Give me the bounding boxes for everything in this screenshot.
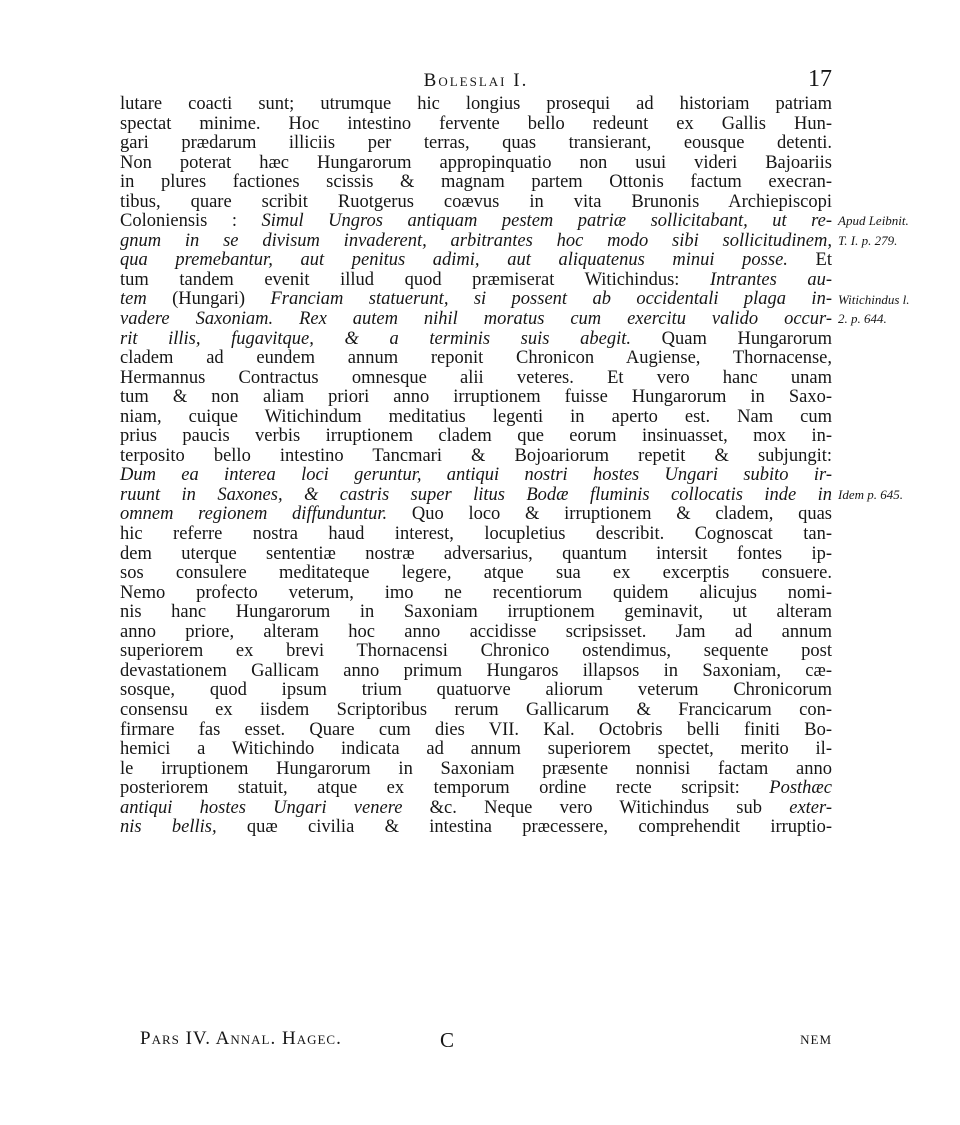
text-line bbox=[120, 154, 832, 174]
italic-quotation: Intrantes au- bbox=[709, 269, 832, 290]
text-segment: Quo loco & irruptionem & cladem, quas bbox=[387, 504, 832, 525]
margin-note: Witichindus l. bbox=[838, 291, 910, 307]
italic-quotation: nis bellis, bbox=[120, 817, 217, 838]
text-segment: sos consulere meditateque legere, atque sua ex excerptis consuere. bbox=[120, 563, 832, 584]
text-line bbox=[120, 799, 832, 819]
text-line bbox=[120, 388, 832, 408]
text-segment: Quam Hungarorum bbox=[630, 328, 833, 349]
text-line bbox=[120, 115, 832, 135]
text-line bbox=[120, 310, 832, 330]
text-segment: posteriorem statuit, atque ex temporum ordine recte scripsit: bbox=[120, 778, 770, 799]
italic-quotation: gnum in se divisum invaderent, arbitrantes hoc modo sibi sollicitudinem, bbox=[120, 230, 832, 251]
text-segment: anno priore, alteram hoc anno accidisse scripsisset. Jam ad annum bbox=[120, 621, 832, 642]
text-segment: Nemo profecto veterum, imo ne recentiorum quidem alicujus nomi- bbox=[120, 582, 832, 603]
italic-quotation: tem bbox=[120, 289, 147, 310]
text-line bbox=[120, 427, 832, 447]
margin-note: Apud Leibnit. bbox=[838, 213, 909, 229]
italic-quotation: antiqui hostes Ungari venere bbox=[120, 797, 403, 818]
text-segment: niam, cuique Witichindum meditatius legenti in aperto est. Nam cum bbox=[120, 406, 832, 427]
text-line bbox=[120, 330, 832, 350]
text-line bbox=[120, 760, 832, 780]
catchword: nem bbox=[800, 1028, 832, 1049]
text-segment: spectat minime. Hoc intestino fervente bello redeunt ex Gallis Hun- bbox=[120, 113, 832, 134]
text-segment: dem uterque sententiæ nostræ adversarius, quantum intersit fontes ip- bbox=[120, 543, 832, 564]
text-segment: Hermannus Contractus omnesque alii veteres. Et vero hanc unam bbox=[120, 367, 832, 388]
text-line bbox=[120, 505, 832, 525]
text-line bbox=[120, 212, 832, 232]
text-segment: gari prædarum illiciis per terras, quas transierant, eousque detenti. bbox=[120, 133, 832, 154]
text-line bbox=[120, 466, 832, 486]
text-segment: tibus, quare scribit Ruotgerus coævus in vita Brunonis Archiepiscopi bbox=[120, 191, 832, 212]
text-line bbox=[120, 642, 832, 662]
italic-quotation: qua premebantur, aut penitus adimi, aut aliquatenus minui posse. bbox=[120, 250, 788, 271]
text-line bbox=[120, 818, 832, 838]
text-segment: firmare fas esset. Quare cum dies VII. Kal. Octobris belli finiti Bo- bbox=[120, 719, 832, 740]
text-line bbox=[120, 525, 832, 545]
text-line bbox=[120, 681, 832, 701]
text-line bbox=[120, 623, 832, 643]
text-segment: tum & non aliam priori anno irruptionem fuisse Hungarorum in Saxo- bbox=[120, 387, 832, 408]
text-segment: sosque, quod ipsum trium quatuorve aliorum veterum Chronicorum bbox=[120, 680, 832, 701]
text-segment: Coloniensis : bbox=[120, 211, 262, 232]
margin-note: T. I. p. 279. bbox=[838, 232, 898, 248]
running-head: Boleslai I. bbox=[423, 70, 529, 91]
text-segment: Et bbox=[787, 250, 832, 271]
text-line bbox=[120, 721, 832, 741]
text-segment: devastationem Gallicam anno primum Hungaros illapsos in Saxoniam, cæ- bbox=[120, 660, 832, 681]
text-line bbox=[120, 662, 832, 682]
italic-quotation: Dum ea interea loci geruntur, antiqui nostri hostes Ungari subito ir- bbox=[120, 465, 832, 486]
page-number: 17 bbox=[808, 66, 832, 92]
text-line bbox=[120, 779, 832, 799]
text-segment: lutare coacti sunt; utrumque hic longius prosequi ad historiam patriam bbox=[120, 94, 832, 114]
italic-quotation: omnem regionem diffunduntur. bbox=[120, 504, 388, 525]
text-segment: in plures factiones scissis & magnam partem Ottonis factum execran- bbox=[120, 172, 832, 193]
page-footer bbox=[140, 1028, 832, 1052]
text-segment: hemici a Witichindo indicata ad annum superiorem spectet, merito il- bbox=[120, 739, 832, 760]
italic-quotation: Franciam statuerunt, si possent ab occidentali plaga in- bbox=[270, 289, 832, 310]
text-line bbox=[120, 251, 832, 271]
text-line bbox=[120, 447, 832, 467]
text-segment: hic referre nostra haud interest, locupletius describit. Cognoscat tan- bbox=[120, 524, 832, 545]
text-line bbox=[120, 232, 832, 252]
text-line bbox=[120, 173, 832, 193]
italic-quotation: exter- bbox=[789, 797, 832, 818]
text-line bbox=[120, 134, 832, 154]
text-segment: terposito bello intestino Tancmari & Bojoariorum repetit & subjungit: bbox=[120, 445, 832, 466]
text-segment: Non poterat hæc Hungarorum appropinquatio non usui videri Bajoariis bbox=[120, 152, 832, 173]
text-line bbox=[120, 271, 832, 291]
text-segment: (Hungari) bbox=[146, 289, 271, 310]
text-segment: prius paucis verbis irruptionem cladem que eorum insinuasset, mox in- bbox=[120, 426, 832, 447]
signature-mark: C bbox=[440, 1028, 456, 1052]
text-line bbox=[120, 290, 832, 310]
text-segment: quæ civilia & intestina præcessere, comprehendit irruptio- bbox=[216, 817, 833, 838]
text-line bbox=[120, 95, 832, 115]
text-line bbox=[120, 564, 832, 584]
italic-quotation: ruunt in Saxones, & castris super litus Bodæ fluminis collocatis inde in bbox=[120, 484, 832, 505]
margin-note: 2. p. 644. bbox=[838, 311, 887, 327]
text-segment: cladem ad eundem annum reponit Chronicon Augiense, Thornacense, bbox=[120, 348, 832, 369]
italic-quotation: Posthæc bbox=[769, 778, 832, 799]
text-segment: consensu ex iisdem Scriptoribus rerum Gallicarum & Francicarum con- bbox=[120, 699, 832, 720]
text-segment: tum tandem evenit illud quod præmiserat Witichindus: bbox=[120, 269, 710, 290]
text-line bbox=[120, 349, 832, 369]
text-segment: nis hanc Hungarorum in Saxoniam irruptionem geminavit, ut alteram bbox=[120, 602, 832, 623]
text-line bbox=[120, 545, 832, 565]
text-segment: &c. Neque vero Witichindus sub bbox=[402, 797, 790, 818]
italic-quotation: vadere Saxoniam. Rex autem nihil moratus cum exercitu valido occur- bbox=[120, 309, 832, 330]
text-segment: le irruptionem Hungarorum in Saxoniam præsente nonnisi factam anno bbox=[120, 758, 832, 779]
text-line bbox=[120, 740, 832, 760]
text-line bbox=[120, 193, 832, 213]
italic-quotation: Simul Ungros antiquam pestem patriæ sollicitabant, ut re- bbox=[261, 211, 832, 232]
margin-note: Idem p. 645. bbox=[838, 487, 903, 502]
text-line bbox=[120, 701, 832, 721]
text-segment: superiorem ex brevi Thornacensi Chronico ostendimus, sequente post bbox=[120, 641, 832, 662]
body-text bbox=[120, 95, 832, 838]
text-line bbox=[120, 584, 832, 604]
text-line bbox=[120, 408, 832, 428]
signature-line: Pars IV. Annal. Hagec. bbox=[140, 1028, 342, 1049]
text-line bbox=[120, 486, 832, 506]
text-line bbox=[120, 369, 832, 389]
text-line bbox=[120, 603, 832, 623]
italic-quotation: rit illis, fugavitque, & a terminis suis abegit. bbox=[120, 328, 631, 349]
